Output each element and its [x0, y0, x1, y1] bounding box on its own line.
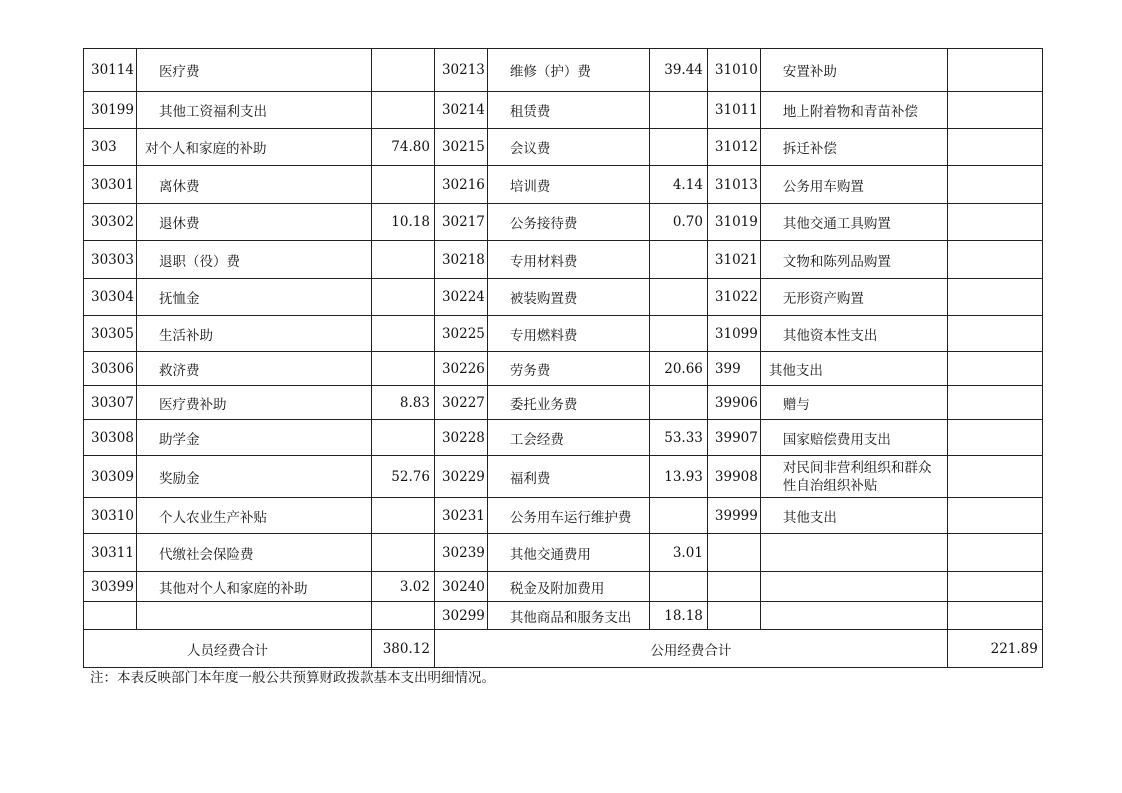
code-cell: 30302 [84, 204, 137, 241]
code-cell: 30239 [434, 534, 487, 572]
amount-cell [649, 316, 707, 352]
amount-cell [947, 204, 1042, 241]
code-cell: 31012 [707, 129, 760, 166]
code-cell: 30226 [434, 352, 487, 386]
name-cell [760, 534, 947, 572]
code-cell: 30240 [434, 572, 487, 602]
table-row [84, 204, 1043, 241]
code-cell: 30307 [84, 386, 137, 420]
code-cell: 31099 [707, 316, 760, 352]
amount-cell [947, 352, 1042, 386]
amount-cell: 52.76 [371, 456, 434, 498]
code-cell: 30216 [434, 166, 487, 204]
amount-cell [947, 92, 1042, 129]
table-row [84, 241, 1043, 279]
amount-cell: 10.18 [371, 204, 434, 241]
amount-cell: 74.80 [371, 129, 434, 166]
name-cell: 个人农业生产补贴 [136, 498, 371, 534]
table-row [84, 166, 1043, 204]
code-cell: 30227 [434, 386, 487, 420]
amount-cell [947, 602, 1042, 630]
code-cell: 30231 [434, 498, 487, 534]
amount-cell [947, 166, 1042, 204]
code-cell: 39999 [707, 498, 760, 534]
code-cell: 30199 [84, 92, 137, 129]
name-cell: 被装购置费 [487, 279, 649, 316]
name-cell: 其他资本性支出 [760, 316, 947, 352]
table-row [84, 498, 1043, 534]
name-cell: 医疗费补助 [136, 386, 371, 420]
code-cell: 30224 [434, 279, 487, 316]
code-cell: 30301 [84, 166, 137, 204]
code-cell: 30215 [434, 129, 487, 166]
code-cell: 30304 [84, 279, 137, 316]
table-row [84, 534, 1043, 572]
table-row [84, 572, 1043, 602]
code-cell: 30305 [84, 316, 137, 352]
code-cell: 30399 [84, 572, 137, 602]
name-cell: 退休费 [136, 204, 371, 241]
code-cell: 31019 [707, 204, 760, 241]
code-cell: 31022 [707, 279, 760, 316]
amount-cell [371, 316, 434, 352]
amount-cell [649, 92, 707, 129]
name-cell: 其他对个人和家庭的补助 [136, 572, 371, 602]
code-cell: 30303 [84, 241, 137, 279]
name-cell: 抚恤金 [136, 279, 371, 316]
name-cell: 其他商品和服务支出 [487, 602, 649, 630]
amount-cell [371, 49, 434, 92]
name-cell: 委托业务费 [487, 386, 649, 420]
public-total-value: 221.89 [947, 630, 1042, 668]
amount-cell [649, 279, 707, 316]
code-cell: 303 [84, 129, 137, 166]
amount-cell: 3.01 [649, 534, 707, 572]
name-cell: 其他工资福利支出 [136, 92, 371, 129]
name-cell: 其他交通费用 [487, 534, 649, 572]
amount-cell [649, 241, 707, 279]
name-cell: 劳务费 [487, 352, 649, 386]
amount-cell [947, 279, 1042, 316]
name-cell [760, 572, 947, 602]
name-cell: 其他交通工具购置 [760, 204, 947, 241]
personnel-total-value: 380.12 [371, 630, 434, 668]
amount-cell: 53.33 [649, 420, 707, 456]
code-cell: 30213 [434, 49, 487, 92]
code-cell: 31013 [707, 166, 760, 204]
code-cell: 31011 [707, 92, 760, 129]
amount-cell [649, 129, 707, 166]
name-cell: 福利费 [487, 456, 649, 498]
name-cell: 地上附着物和青苗补偿 [760, 92, 947, 129]
amount-cell [371, 279, 434, 316]
code-cell: 30218 [434, 241, 487, 279]
name-cell: 离休费 [136, 166, 371, 204]
amount-cell [371, 534, 434, 572]
code-cell: 31021 [707, 241, 760, 279]
amount-cell: 39.44 [649, 49, 707, 92]
name-cell: 安置补助 [760, 49, 947, 92]
name-cell: 税金及附加费用 [487, 572, 649, 602]
amount-cell [947, 534, 1042, 572]
amount-cell [947, 420, 1042, 456]
amount-cell [947, 386, 1042, 420]
name-cell [136, 602, 371, 630]
amount-cell [947, 241, 1042, 279]
code-cell: 30228 [434, 420, 487, 456]
code-cell: 30299 [434, 602, 487, 630]
amount-cell: 8.83 [371, 386, 434, 420]
table-row [84, 279, 1043, 316]
table-row [84, 352, 1043, 386]
name-cell: 国家赔偿费用支出 [760, 420, 947, 456]
table-row [84, 49, 1043, 92]
table-row [84, 386, 1043, 420]
name-cell: 租赁费 [487, 92, 649, 129]
code-cell: 30229 [434, 456, 487, 498]
name-cell: 其他支出 [760, 352, 947, 386]
table-row [84, 602, 1043, 630]
public-total-label: 公用经费合计 [434, 630, 947, 668]
name-cell: 退职（役）费 [136, 241, 371, 279]
amount-cell [371, 352, 434, 386]
table-footnote: 注：本表反映部门本年度一般公共预算财政拨款基本支出明细情况。 [90, 670, 495, 686]
amount-cell [649, 498, 707, 534]
expenditure-detail-table [83, 48, 1043, 668]
name-cell: 奖励金 [136, 456, 371, 498]
name-cell: 文物和陈列品购置 [760, 241, 947, 279]
amount-cell [649, 572, 707, 602]
personnel-total-label: 人员经费合计 [84, 630, 372, 668]
code-cell: 30225 [434, 316, 487, 352]
amount-cell: 0.70 [649, 204, 707, 241]
name-cell: 救济费 [136, 352, 371, 386]
name-cell: 助学金 [136, 420, 371, 456]
code-cell: 30306 [84, 352, 137, 386]
amount-cell [947, 316, 1042, 352]
table-row [84, 316, 1043, 352]
amount-cell: 3.02 [371, 572, 434, 602]
table-row [84, 129, 1043, 166]
code-cell: 39907 [707, 420, 760, 456]
name-cell: 代缴社会保险费 [136, 534, 371, 572]
code-cell: 31010 [707, 49, 760, 92]
name-cell: 拆迁补偿 [760, 129, 947, 166]
amount-cell [947, 129, 1042, 166]
amount-cell: 13.93 [649, 456, 707, 498]
code-cell [707, 602, 760, 630]
code-cell [84, 602, 137, 630]
name-cell: 专用材料费 [487, 241, 649, 279]
name-cell: 生活补助 [136, 316, 371, 352]
name-cell: 对个人和家庭的补助 [136, 129, 371, 166]
amount-cell [371, 420, 434, 456]
amount-cell [649, 386, 707, 420]
code-cell: 39908 [707, 456, 760, 498]
name-cell: 对民间非营利组织和群众性自治组织补贴 [760, 456, 947, 498]
amount-cell [947, 456, 1042, 498]
amount-cell [371, 241, 434, 279]
code-cell: 30217 [434, 204, 487, 241]
code-cell: 30114 [84, 49, 137, 92]
name-cell: 无形资产购置 [760, 279, 947, 316]
code-cell: 30308 [84, 420, 137, 456]
name-cell [760, 602, 947, 630]
amount-cell [371, 92, 434, 129]
code-cell: 39906 [707, 386, 760, 420]
name-cell: 赠与 [760, 386, 947, 420]
amount-cell [371, 602, 434, 630]
name-cell: 公务用车购置 [760, 166, 947, 204]
name-cell: 培训费 [487, 166, 649, 204]
code-cell: 30214 [434, 92, 487, 129]
name-cell: 维修（护）费 [487, 49, 649, 92]
code-cell: 30311 [84, 534, 137, 572]
totals-row [84, 630, 1043, 668]
code-cell: 399 [707, 352, 760, 386]
amount-cell [947, 498, 1042, 534]
table-row [84, 456, 1043, 498]
amount-cell: 4.14 [649, 166, 707, 204]
name-cell: 医疗费 [136, 49, 371, 92]
code-cell: 30310 [84, 498, 137, 534]
table-row [84, 92, 1043, 129]
name-cell: 专用燃料费 [487, 316, 649, 352]
name-cell: 会议费 [487, 129, 649, 166]
name-cell: 公务用车运行维护费 [487, 498, 649, 534]
amount-cell: 18.18 [649, 602, 707, 630]
table-body [84, 49, 1043, 668]
name-cell: 其他支出 [760, 498, 947, 534]
amount-cell [371, 498, 434, 534]
amount-cell [947, 572, 1042, 602]
code-cell [707, 534, 760, 572]
amount-cell [371, 166, 434, 204]
amount-cell: 20.66 [649, 352, 707, 386]
table-row [84, 420, 1043, 456]
name-cell: 公务接待费 [487, 204, 649, 241]
code-cell: 30309 [84, 456, 137, 498]
amount-cell [947, 49, 1042, 92]
name-cell: 工会经费 [487, 420, 649, 456]
code-cell [707, 572, 760, 602]
